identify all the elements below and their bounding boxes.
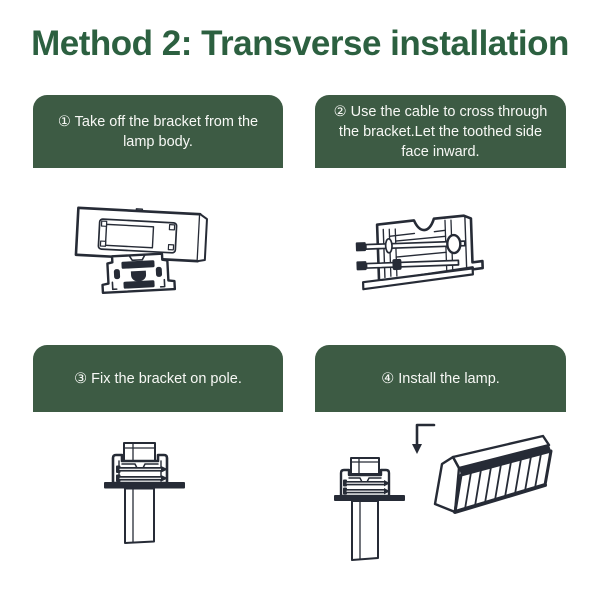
step-1-header bbox=[33, 95, 283, 168]
step-4-illustration bbox=[315, 412, 566, 592]
install-lamp-drawing bbox=[321, 412, 561, 592]
step-panel-4 bbox=[315, 345, 566, 592]
down-arrow-icon bbox=[417, 425, 434, 445]
step-4-label: ④ Install the lamp. bbox=[381, 370, 500, 387]
step-panel-2 bbox=[315, 95, 566, 330]
step-1-label: ① Take off the bracket from the lamp body. bbox=[57, 113, 259, 150]
step-panel-1 bbox=[33, 95, 283, 330]
step-3-illustration bbox=[33, 420, 283, 580]
page-title: Method 2: Transverse installation bbox=[31, 24, 569, 63]
step-3-header bbox=[33, 345, 283, 412]
step-2-label: ② Use the cable to cross through the bracket.Let the toothed side face inward. bbox=[333, 103, 548, 160]
bracket-on-pole-drawing bbox=[63, 420, 253, 580]
step-2-header bbox=[315, 95, 566, 168]
step-1-illustration bbox=[33, 190, 283, 330]
step-3-label: ③ Fix the bracket on pole. bbox=[74, 370, 242, 387]
step-panel-3 bbox=[33, 345, 283, 580]
step-2-illustration bbox=[315, 190, 566, 330]
bracket-with-cables-drawing bbox=[326, 190, 556, 330]
lamp-body-and-bracket-drawing bbox=[43, 190, 273, 330]
step-4-header bbox=[315, 345, 566, 412]
